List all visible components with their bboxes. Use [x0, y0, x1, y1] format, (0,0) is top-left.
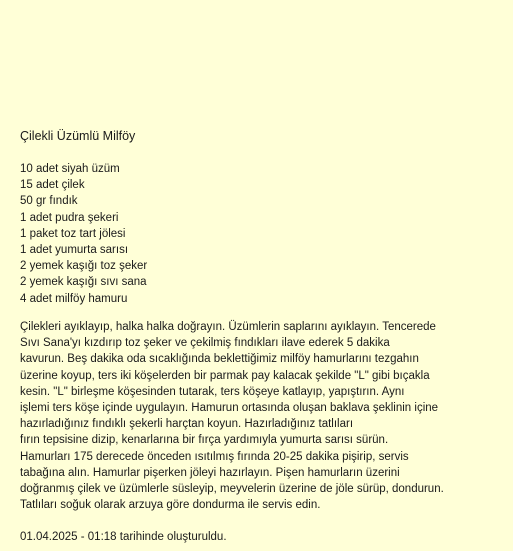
- instruction-line: işlemi ters köşe içinde uygulayın. Hamurun ortasında oluşan baklava şeklinin içine: [20, 402, 439, 415]
- creation-timestamp: 01.04.2025 - 01:18 tarihinde oluşturuldu.: [20, 531, 227, 543]
- ingredient-item: 2 yemek kaşığı sıvı sana: [20, 276, 147, 289]
- instruction-line: kesin. "L" birleşme köşesinden tutarak, ters köşeye katlayıp, yapıştırın. Aynı: [20, 385, 405, 398]
- ingredient-item: 2 yemek kaşığı toz şeker: [20, 260, 148, 273]
- instructions-paragraph: [20, 319, 444, 513]
- ingredient-item: 50 gr fındık: [20, 195, 78, 208]
- instruction-line: hazırladığınız fındıklı şekerli harçtan koyun. Hazırladığınız tatlıları: [20, 418, 354, 431]
- instruction-line: doğranmış çilek ve üzümlerle süsleyip, meyvelerin üzerine de jöle sürüp, dondurun.: [20, 483, 444, 496]
- ingredient-item: 15 adet çilek: [20, 179, 85, 192]
- ingredient-list: [20, 161, 147, 307]
- instruction-line: Çilekleri ayıklayıp, halka halka doğrayın. Üzümlerin saplarını ayıklayın. Tencerede: [20, 321, 436, 333]
- ingredient-item: 4 adet milföy hamuru: [20, 292, 128, 305]
- ingredient-item: 10 adet siyah üzüm: [20, 163, 120, 175]
- instruction-line: Tatlıları soğuk olarak arzuya göre dondurma ile servis edin.: [20, 499, 321, 512]
- instruction-line: Hamurları 175 derecede önceden ısıtılmış fırında 20-25 dakika pişirip, servis: [20, 450, 409, 463]
- instruction-line: fırın tepsisine dizip, kenarlarına bir fırça yardımıyla yumurta sarısı sürün.: [20, 434, 389, 447]
- instruction-line: kavurun. Beş dakika oda sıcaklığında beklettiğimiz milföy hamurlarını tezgahın: [20, 353, 419, 366]
- ingredient-item: 1 adet pudra şekeri: [20, 211, 119, 224]
- instruction-line: tabağına alın. Hamurlar pişerken jöleyi hazırlayın. Pişen hamurların üzerini: [20, 466, 400, 479]
- instruction-line: üzerine koyup, ters iki köşelerden bir parmak pay kalacak şekilde "L" gibi bıçakla: [20, 369, 430, 382]
- ingredient-item: 1 adet yumurta sarısı: [20, 244, 129, 257]
- recipe-title: Çilekli Üzümlü Milföy: [20, 129, 136, 143]
- instruction-line: Sıvı Sana'yı kızdırıp toz şeker ve çekilmiş fındıkları ilave ederek 5 dakika: [20, 337, 390, 350]
- ingredient-item: 1 paket toz tart jölesi: [20, 227, 126, 240]
